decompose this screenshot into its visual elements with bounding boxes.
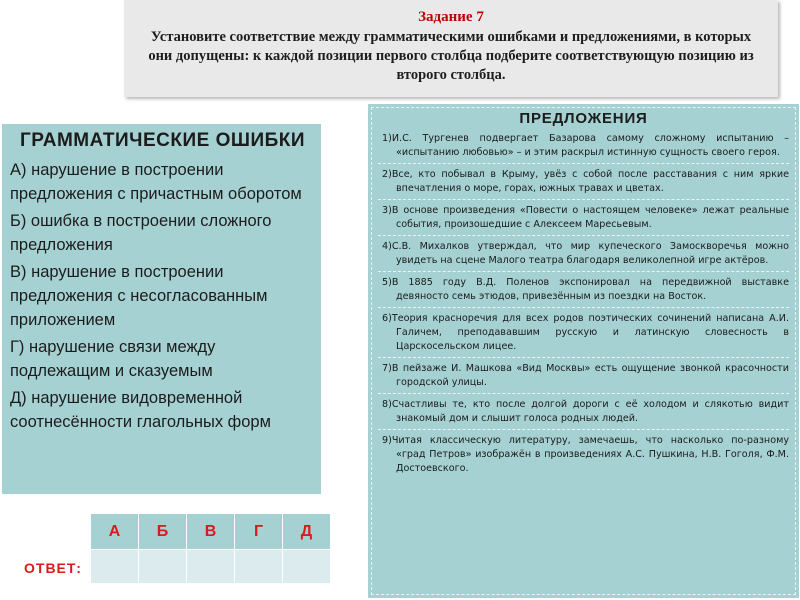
answer-letter-b: Б (139, 514, 187, 550)
sentence-item-3: 3)В основе произведения «Повести о настоящем человеке» лежат реальные события, произошедшие с Алексеем Маресьевым. (378, 204, 789, 236)
sentence-item-8: 8)Счастливы те, кто после долгой дороги с её холодом и слякотью видит знакомый дом и слышит голоса родных людей. (378, 398, 789, 430)
error-item-v: В) нарушение в построении предложения с несогласованным приложением (10, 263, 268, 329)
answer-cell-v[interactable] (187, 550, 235, 584)
answer-label: ОТВЕТ: (24, 560, 82, 576)
sentences-list (378, 132, 789, 479)
sentence-item-6: 6)Теория красноречия для всех родов поэтических сочинений написана А.И. Галичем, преподававшим русскую и латинскую словесность в Царскосельском лицее. (378, 312, 789, 358)
answer-cell-g[interactable] (235, 550, 283, 584)
grammar-errors-title: ГРАММАТИЧЕСКИЕ ОШИБКИ (19, 130, 306, 151)
error-item-b: Б) ошибка в построении сложного предложения (10, 212, 272, 254)
task-title: Задание 7 (418, 9, 484, 25)
sentence-item-5: 5)В 1885 году В.Д. Поленов экспонировал на передвижной выставке девяносто семь этюдов, привезённым из поездки на Восток. (378, 276, 789, 308)
answer-letter-d: Д (283, 514, 331, 550)
sentence-item-1: 1)И.С. Тургенев подвергает Базарова самому сложному испытанию – «испытанию любовью» – и этим раскрыл истинную сущность своего героя. (378, 132, 789, 164)
sentence-item-9: 9)Читая классическую литературу, замечаешь, что насколько по-разному «град Петров» изображён в произведениях А.С. Пушкина, Н.В. Гоголя, Ф.М. Достоевского. (382, 435, 789, 474)
grammar-errors-panel (2, 124, 321, 494)
sentence-item-2: 2)Все, кто побывал в Крыму, увёз с собой после расставания с ним яркие впечатления о море, горах, южных травах и цветах. (378, 168, 789, 200)
answer-letter-g: Г (235, 514, 283, 550)
task-instructions: Установите соответствие между грамматическими ошибками и предложениями, в которых они допущены: к каждой позиции первого столбца подберите соответствующую позицию из второго столбца. (148, 29, 754, 83)
sentence-item-4: 4)С.В. Михалков утверждал, что мир купеческого Замоскворечья можно увидеть на сцене Малого театра благодаря великолепной игре актёров. (378, 240, 789, 272)
sentence-item-7: 7)В пейзаже И. Машкова «Вид Москвы» есть ощущение звонкой красочности городской улицы. (378, 362, 789, 394)
error-item-a: А) нарушение в построении предложения с причастным оборотом (10, 161, 302, 203)
answer-header-row (91, 514, 331, 550)
answer-letter-a: А (91, 514, 139, 550)
grammar-errors-list (10, 158, 315, 434)
answer-input-row (91, 550, 331, 584)
answer-cell-b[interactable] (139, 550, 187, 584)
answer-cell-a[interactable] (91, 550, 139, 584)
answer-table (90, 513, 331, 584)
task-header (124, 0, 778, 97)
sentences-title: ПРЕДЛОЖЕНИЯ (519, 110, 648, 127)
answer-letter-v: В (187, 514, 235, 550)
error-item-g: Г) нарушение связи между подлежащим и сказуемым (10, 338, 216, 380)
answer-cell-d[interactable] (283, 550, 331, 584)
sentences-panel (368, 104, 799, 598)
error-item-d: Д) нарушение видовременной соотнесённости глагольных форм (10, 389, 271, 431)
